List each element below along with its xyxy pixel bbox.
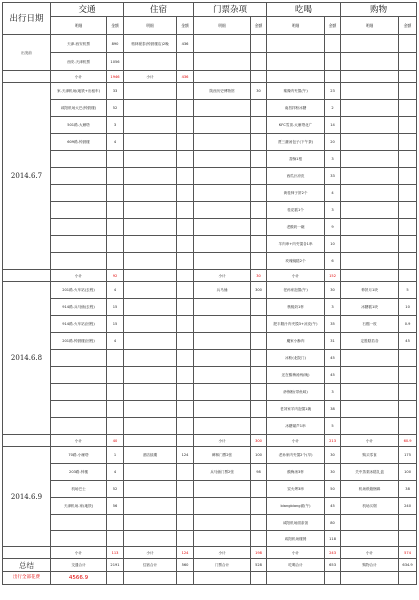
table-cell: 酒店续期 [124,447,177,464]
table-cell: 兵马俑 [194,282,251,299]
table-cell: 31 [325,333,341,350]
table-cell: 羊肉串+肉夹馍各1串 [267,236,325,253]
table-cell: 23 [325,83,341,100]
table-cell: 天津机场-家(地铁) [51,498,107,515]
table-cell: 501路-大雁塔 [51,117,107,134]
transport-amount-header: 金额 [107,17,124,35]
table-cell: KFC雪顶-大雁塔北广 [267,117,325,134]
table-cell: 核桃奶1杯 [267,299,325,316]
subtotal-label: 小计 [267,547,325,559]
table-cell: 西安-天津机票 [51,53,107,71]
food-detail-header: 明细 [267,17,325,35]
grand-total-value: 4566.9 [51,572,107,585]
subtotal-label: 小计 [51,547,107,559]
lodging-amount-header: 金额 [177,17,194,35]
table-cell: 50 [325,481,341,498]
table-cell: 肥丰腊汁肉夹馍3+凉皮(午) [267,316,325,333]
table-cell: 45 [325,367,341,384]
table-cell: 1 [107,447,124,464]
grand-total-label: 出行全部花费 [3,572,51,585]
table-cell: 定胜糕若各 [341,333,399,350]
subtotal-value: 300 [251,435,267,447]
subtotal-value: 574 [399,547,417,559]
table-cell: 240 [399,498,417,515]
table-cell: 老酸奶一碗 [267,219,325,236]
shopping-amount-header: 金额 [399,17,417,35]
table-cell: 炭火烤3串 [267,481,325,498]
table-cell: 52 [107,100,124,117]
table-cell: 咸阳机场大巴(钟鼓楼) [51,100,107,117]
table-cell: 2 [325,100,341,117]
table-cell: 9 [325,219,341,236]
table-cell: 咸阳机场面条饭 [267,515,325,531]
subtotal-value: 60.9 [399,435,417,447]
subtotal-value: 436 [177,71,194,83]
lodging-header: 住宿 [124,3,194,17]
table-cell: 175 [399,447,417,464]
table-cell: 玫瑰镜糕2个 [267,253,325,270]
expense-sheet [2,2,417,585]
shopping-detail-header: 明细 [341,17,399,35]
table-cell: 酸梅汤3杯 [267,464,325,481]
table-cell: 4 [107,464,124,481]
subtotal-label: 小计 [51,270,107,282]
table-cell: 80 [325,515,341,531]
transport-total-label: 交通合计 [51,559,107,572]
table-cell: 45 [325,350,341,367]
table-cell: 4 [325,185,341,202]
table-cell: 45 [399,333,417,350]
subtotal-value: 124 [177,547,194,559]
subtotal-value: 1946 [107,71,124,83]
tickets-total-label: 门票合计 [194,559,251,572]
table-cell: 5 [399,282,417,299]
table-cell: 还在酸梅汤两(晚) [267,367,325,384]
table-cell: 30 [251,83,267,100]
table-cell: 0.9 [399,316,417,333]
subtotal-label: 小计 [124,547,177,559]
tickets-header: 门票杂项 [194,3,267,17]
date-label: 2014.6.7 [3,83,51,270]
subtotal-label: 小计 [267,435,325,447]
table-cell: 格林豪泰(钟鼓楼店)2晚 [124,35,177,53]
transport-detail-header: 明细 [51,17,107,35]
table-cell: 201路-钟鼓楼(回程) [51,333,107,350]
table-cell: 30 [325,447,341,464]
lodging-total-label: 住宿合计 [124,559,177,572]
table-cell: 15 [107,299,124,316]
tickets-amount-header: 金额 [251,17,267,35]
table-cell: 203路-钟楼 [51,464,107,481]
table-cell: 香酥1根 [267,151,325,168]
lodging-total-value: 560 [177,559,194,572]
shopping-total-label: 购物合计 [341,559,399,572]
table-cell: 老刘家羊肉泡馍1碗 [267,401,325,418]
tickets-total-value: 528 [251,559,267,572]
subtotal-value: 113 [107,547,124,559]
table-cell: 14 [325,117,341,134]
subtotal-value: 40 [107,435,124,447]
table-cell: 890 [107,35,124,53]
table-cell: 70路-小雁塔 [51,447,107,464]
table-cell: 机场买烟 [341,498,399,515]
lodging-detail-header: 明细 [124,17,177,35]
table-cell: 35 [325,316,341,333]
summary-label: 总结 [3,559,51,572]
table-cell: 124 [177,447,194,464]
table-cell: 20 [325,134,341,151]
table-cell: biangbiang面(午) [267,498,325,515]
subtotal-label: 小计 [51,71,107,83]
date-label: 2014.6.9 [3,447,51,547]
table-cell: 33 [107,83,124,100]
table-cell: 机场巴士 [51,481,107,498]
table-cell: 10 [399,299,417,316]
table-cell: 33 [325,168,341,185]
table-cell: 6 [325,253,341,270]
table-cell: 碑林门票2张 [194,447,251,464]
table-cell: 家-天津机场(地铁+出租车) [51,83,107,100]
table-cell: 黄桂柿子饼2个 [267,185,325,202]
table-cell: 300 [251,282,267,299]
table-cell: 10 [325,236,341,253]
table-cell: 老孙家肉夹馍2个(早) [267,447,325,464]
table-cell: 118 [325,531,341,547]
subtotal-value: 243 [325,547,341,559]
table-cell: 秦豫肉夹馍(午) [267,83,325,100]
subtotal-value: 92 [107,270,124,282]
table-cell: 购买零食 [341,447,399,464]
transport-header: 交通 [51,3,124,17]
table-cell: 38 [399,481,417,498]
table-cell: 天津-西安机票 [51,35,107,53]
subtotal-label: 小计 [267,270,325,282]
expense-table [2,2,417,585]
table-cell: 3 [325,151,341,168]
table-cell: 3 [107,117,124,134]
table-cell: 201路-火车站(去程) [51,282,107,299]
table-cell: 38 [325,401,341,418]
food-header: 吃喝 [267,3,341,17]
table-cell: 桂花糕1个 [267,202,325,219]
table-cell: 老孙家泡馍(午) [267,282,325,299]
table-cell: 436 [177,35,194,53]
table-cell: 魔家小酥肉 [267,333,325,350]
table-cell: 914路-火车站(回程) [51,316,107,333]
table-cell: 西瓜汁凉皮 [267,168,325,185]
table-cell: 3 [325,384,341,401]
table-cell: 机场纸箱捆绑 [341,481,399,498]
table-cell: 30 [325,282,341,299]
table-cell: 609路-钟鼓楼 [51,134,107,151]
subtotal-label: 小计 [341,435,399,447]
shopping-header: 购物 [341,3,417,17]
tickets-detail-header: 明细 [194,17,251,35]
table-cell: 914路-兵马俑(去程) [51,299,107,316]
food-total-label: 吃喝合计 [267,559,325,572]
subtotal-label: 小计 [51,435,107,447]
table-cell: 石榴一枚 [341,316,399,333]
pre-departure-label: 出发前 [3,35,51,71]
subtotal-label: 小计 [194,547,251,559]
table-cell: 陕西历史博物馆 [194,83,251,100]
table-cell: 98 [251,464,267,481]
subtotal-value: 198 [251,547,267,559]
table-cell: 兵马俑门票2张 [194,464,251,481]
table-cell: 冰粉(北院门) [267,350,325,367]
date-label: 2014.6.8 [3,282,51,435]
subtotal-label: 小计 [124,71,177,83]
table-cell: 3 [325,202,341,219]
table-cell: 南昌拌粉冰糖 [267,100,325,117]
subtotal-label: 小计 [194,435,251,447]
table-cell: 砂锅粉(带鱼味) [267,384,325,401]
table-cell: 1056 [107,53,124,71]
table-cell: 5 [325,418,341,435]
table-cell: 4 [107,333,124,350]
subtotal-value: 152 [325,270,341,282]
date-column-header: 出行日期 [3,3,51,35]
table-cell: 30 [325,464,341,481]
table-cell: 4 [107,282,124,299]
table-cell: 贾三灌汤包子(下午茶) [267,134,325,151]
table-cell: 4 [107,134,124,151]
table-cell: 3 [325,299,341,316]
table-cell: 15 [107,316,124,333]
table-cell: 关中蒸梨冰糕礼盒 [341,464,399,481]
subtotal-label: 小计 [194,270,251,282]
table-cell: 100 [399,464,417,481]
table-cell: 52 [107,481,124,498]
table-cell: 咸阳机场楼餐 [267,531,325,547]
table-cell: 56 [107,498,124,515]
table-cell: 100 [251,447,267,464]
subtotal-value: 213 [325,435,341,447]
food-total-value: 653 [325,559,341,572]
shopping-total-value: 634.9 [399,559,417,572]
table-cell: 45 [325,498,341,515]
food-amount-header: 金额 [325,17,341,35]
transport-total-value: 2191 [107,559,124,572]
table-cell: 冰糖糕1块 [341,299,399,316]
subtotal-value: 30 [251,270,267,282]
table-cell: 柿饼月1块 [341,282,399,299]
table-cell: 冰糖葫芦1串 [267,418,325,435]
subtotal-label: 小计 [341,547,399,559]
